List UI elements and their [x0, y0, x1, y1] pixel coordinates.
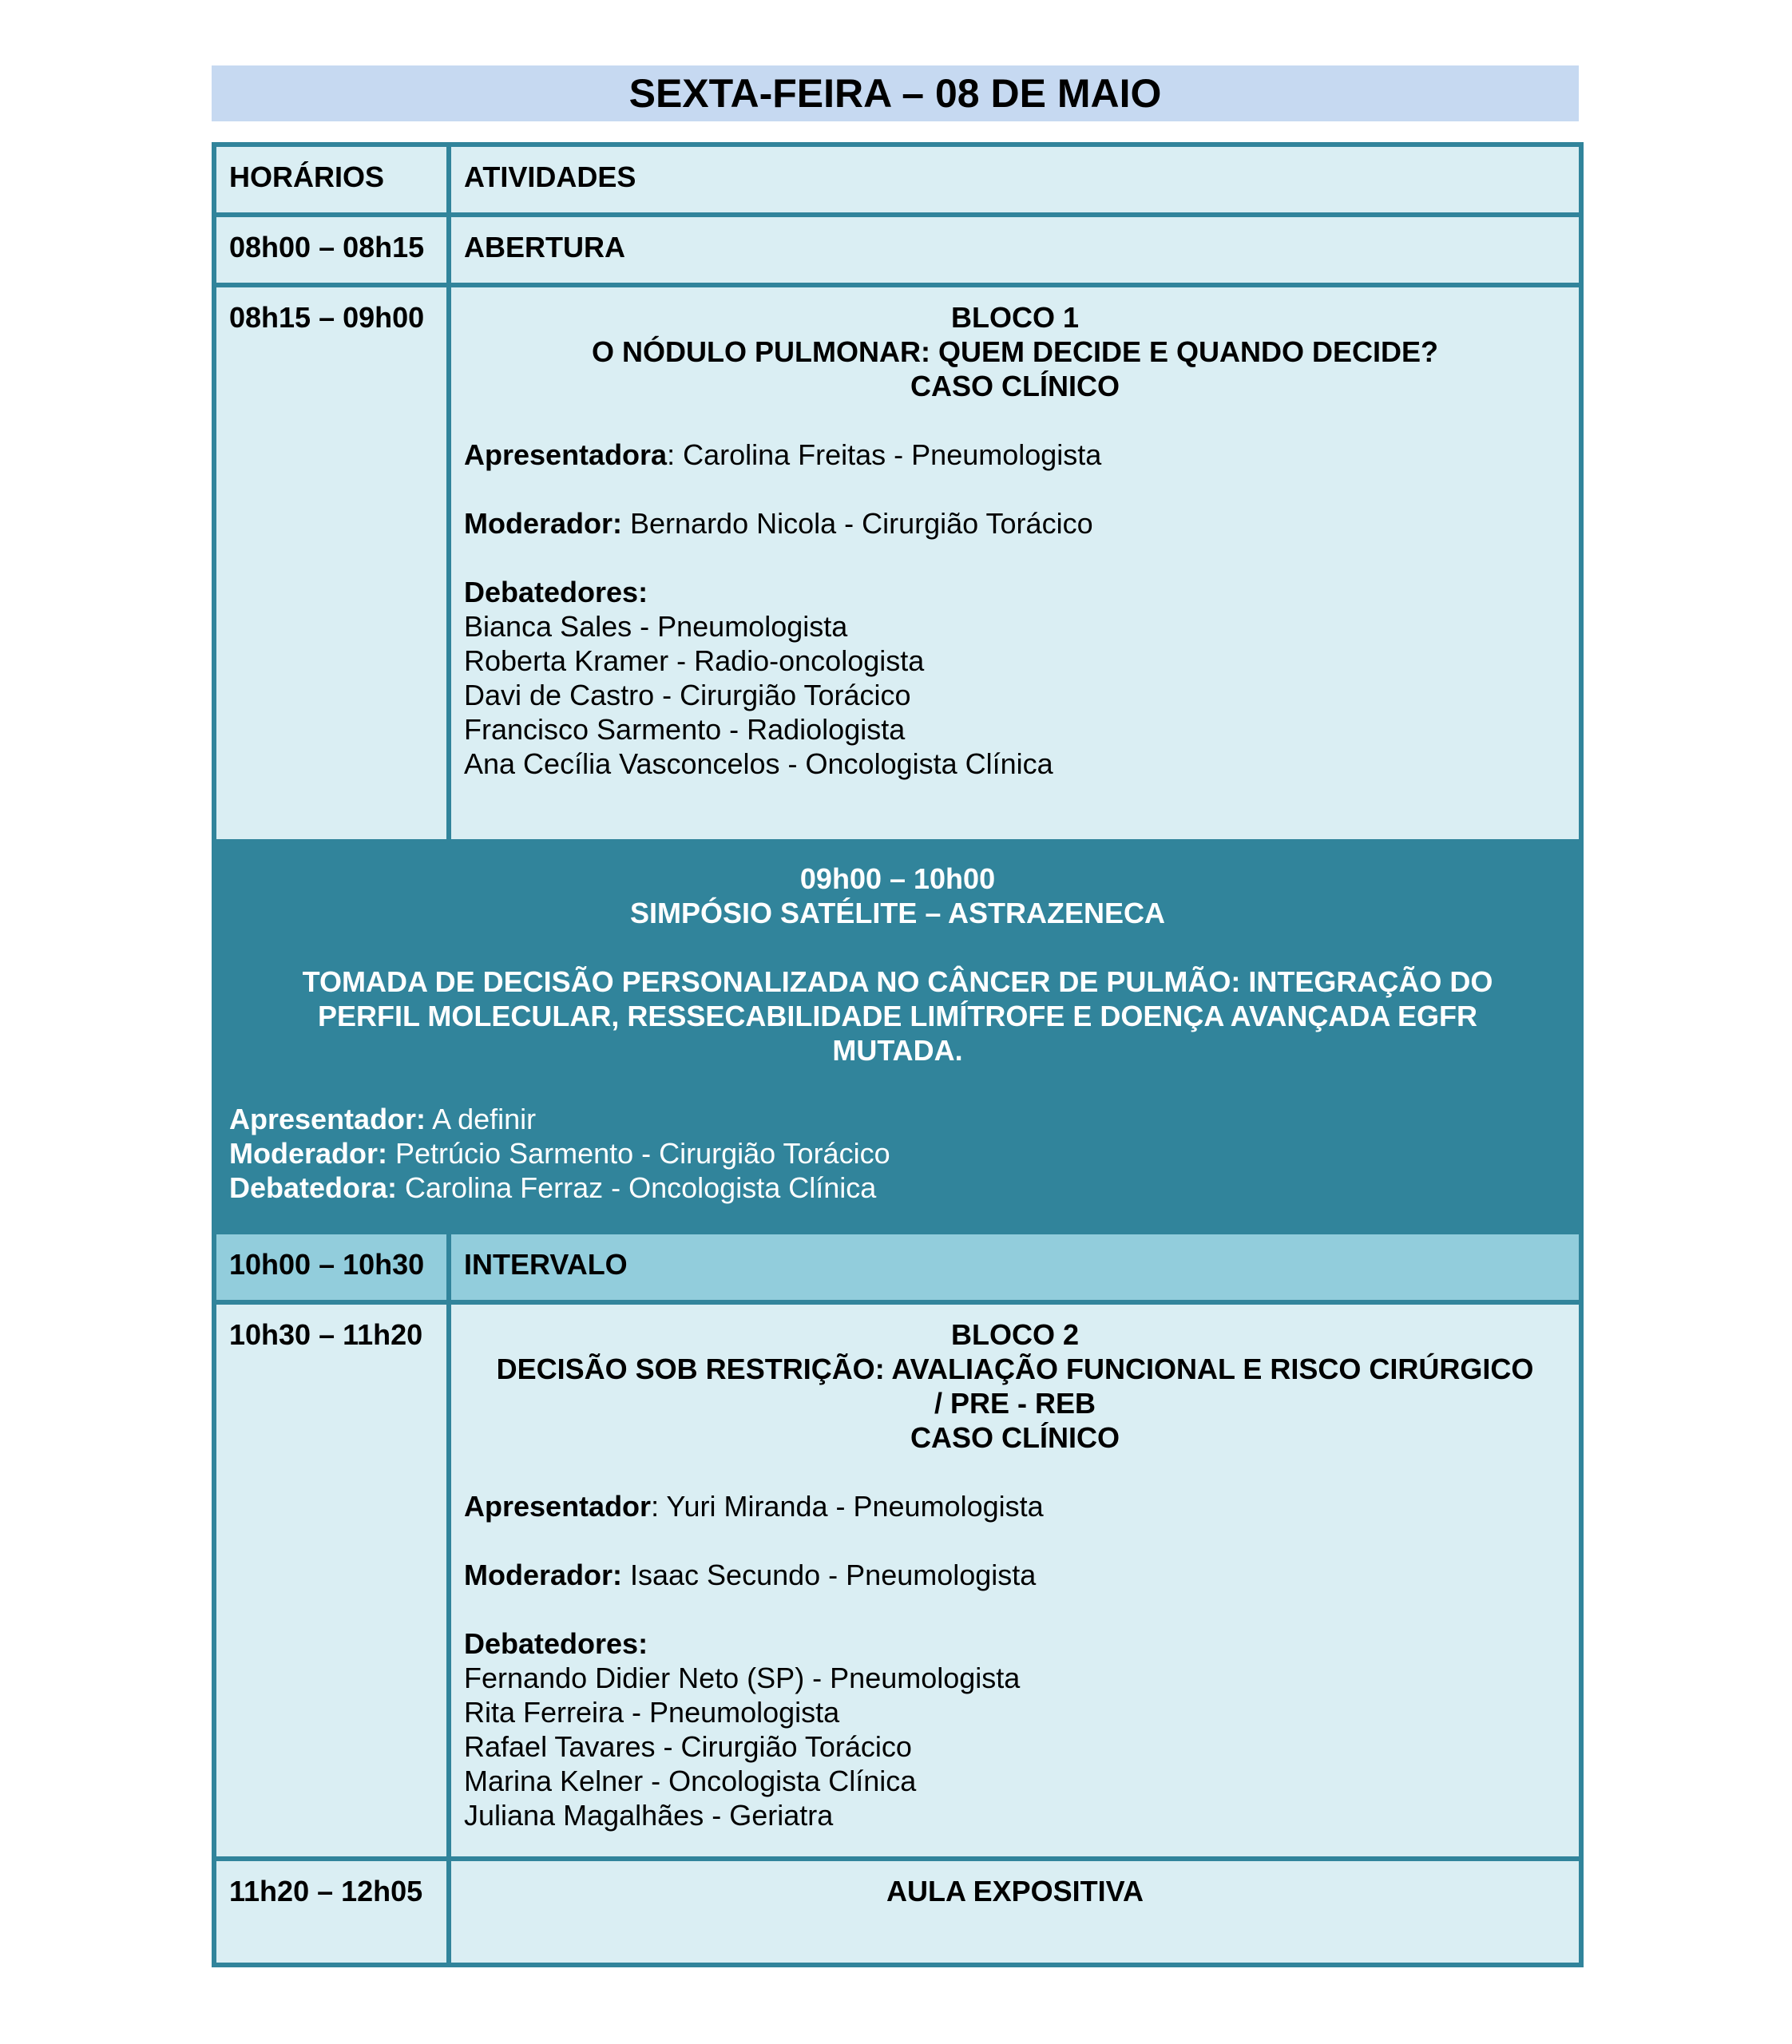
block1-title-line: BLOCO 1: [950, 301, 1079, 334]
symposium-name: SIMPÓSIO SATÉLITE – ASTRAZENECA: [629, 897, 1166, 929]
header-time: HORÁRIOS: [214, 145, 449, 215]
opening-time: 08h00 – 08h15: [214, 215, 449, 285]
moderator-value: Petrúcio Sarmento - Cirurgião Torácico: [387, 1137, 890, 1170]
block1-debaters-label: Debatedores:: [464, 576, 648, 608]
block2-title-line: CASO CLÍNICO: [910, 1421, 1120, 1454]
block2-title-line: BLOCO 2: [950, 1318, 1079, 1351]
table-row: [214, 1859, 1581, 1965]
block1-debater: Davi de Castro - Cirurgião Torácico: [464, 679, 911, 711]
symposium-time: 09h00 – 10h00: [799, 862, 996, 895]
symposium-presenter: [229, 1102, 1566, 1136]
block1-title-line: O NÓDULO PULMONAR: QUEM DECIDE E QUANDO DECIDE?: [591, 335, 1438, 368]
moderator-label: Moderador:: [464, 1559, 622, 1591]
block2-debater: Juliana Magalhães - Geriatra: [464, 1799, 834, 1832]
debater-value: Carolina Ferraz - Oncologista Clínica: [397, 1171, 877, 1204]
symposium-theme-line: PERFIL MOLECULAR, RESSECABILIDADE LIMÍTROFE E DOENÇA AVANÇADA EGFR: [317, 1000, 1478, 1032]
block2-debater: Marina Kelner - Oncologista Clínica: [464, 1765, 917, 1797]
presenter-label: Apresentador: [464, 1490, 652, 1523]
moderator-label: Moderador:: [229, 1137, 387, 1170]
block1-debater: Roberta Kramer - Radio-oncologista: [464, 644, 925, 677]
block1-title: [464, 300, 1566, 403]
block1-presenter: [464, 438, 1566, 472]
presenter-label: Apresentador:: [229, 1103, 426, 1135]
schedule-table: [212, 142, 1584, 1967]
block1-title-line: CASO CLÍNICO: [910, 370, 1120, 402]
block2-activity: [449, 1302, 1581, 1859]
presenter-value: : Carolina Freitas - Pneumologista: [667, 438, 1102, 471]
symposium-row: [214, 842, 1581, 1232]
break-time: 10h00 – 10h30: [214, 1232, 449, 1302]
moderator-label: Moderador:: [464, 507, 622, 540]
block2-debater: Fernando Didier Neto (SP) - Pneumologista: [464, 1662, 1021, 1694]
block1-debater: Ana Cecília Vasconcelos - Oncologista Clínica: [464, 747, 1053, 780]
debater-label: Debatedora:: [229, 1171, 398, 1204]
symposium-theme-line: MUTADA.: [832, 1034, 963, 1067]
presenter-value: : Yuri Miranda - Pneumologista: [651, 1490, 1044, 1523]
lecture-title: AULA EXPOSITIVA: [449, 1859, 1581, 1965]
block2-debaters-label: Debatedores:: [464, 1627, 648, 1660]
table-row: [214, 285, 1581, 842]
opening-title: ABERTURA: [449, 215, 1581, 285]
moderator-value: Isaac Secundo - Pneumologista: [622, 1559, 1037, 1591]
table-row: [214, 215, 1581, 285]
break-title: INTERVALO: [449, 1232, 1581, 1302]
table-row: [214, 1302, 1581, 1859]
symposium-moderator: [229, 1136, 1566, 1171]
symposium-theme: [229, 965, 1566, 1068]
block1-debater: Bianca Sales - Pneumologista: [464, 610, 848, 643]
symposium-theme-line: TOMADA DE DECISÃO PERSONALIZADA NO CÂNCER DE PULMÃO: INTEGRAÇÃO DO: [302, 965, 1493, 998]
presenter-value: A definir: [426, 1103, 537, 1135]
day-title: SEXTA-FEIRA – 08 DE MAIO: [212, 65, 1579, 121]
lecture-time: 11h20 – 12h05: [214, 1859, 449, 1965]
block2-title-line: / PRE - REB: [934, 1387, 1096, 1420]
block2-title: [464, 1317, 1566, 1455]
block1-time: 08h15 – 09h00: [214, 285, 449, 842]
block1-debater: Francisco Sarmento - Radiologista: [464, 713, 906, 746]
block2-debater: Rafael Tavares - Cirurgião Torácico: [464, 1730, 912, 1763]
block1-moderator: [464, 506, 1566, 541]
table-row: [214, 1232, 1581, 1302]
block2-debater: Rita Ferreira - Pneumologista: [464, 1696, 840, 1729]
presenter-label: Apresentadora: [464, 438, 668, 471]
symposium-cell: [214, 842, 1581, 1232]
moderator-value: Bernardo Nicola - Cirurgião Torácico: [622, 507, 1093, 540]
block2-time: 10h30 – 11h20: [214, 1302, 449, 1859]
symposium-debater: [229, 1171, 1566, 1205]
table-header-row: [214, 145, 1581, 215]
block2-title-line: DECISÃO SOB RESTRIÇÃO: AVALIAÇÃO FUNCIONAL E RISCO CIRÚRGICO: [496, 1353, 1534, 1385]
block2-presenter: [464, 1489, 1566, 1523]
block2-moderator: [464, 1558, 1566, 1592]
block1-activity: [449, 285, 1581, 842]
header-activity: ATIVIDADES: [449, 145, 1581, 215]
